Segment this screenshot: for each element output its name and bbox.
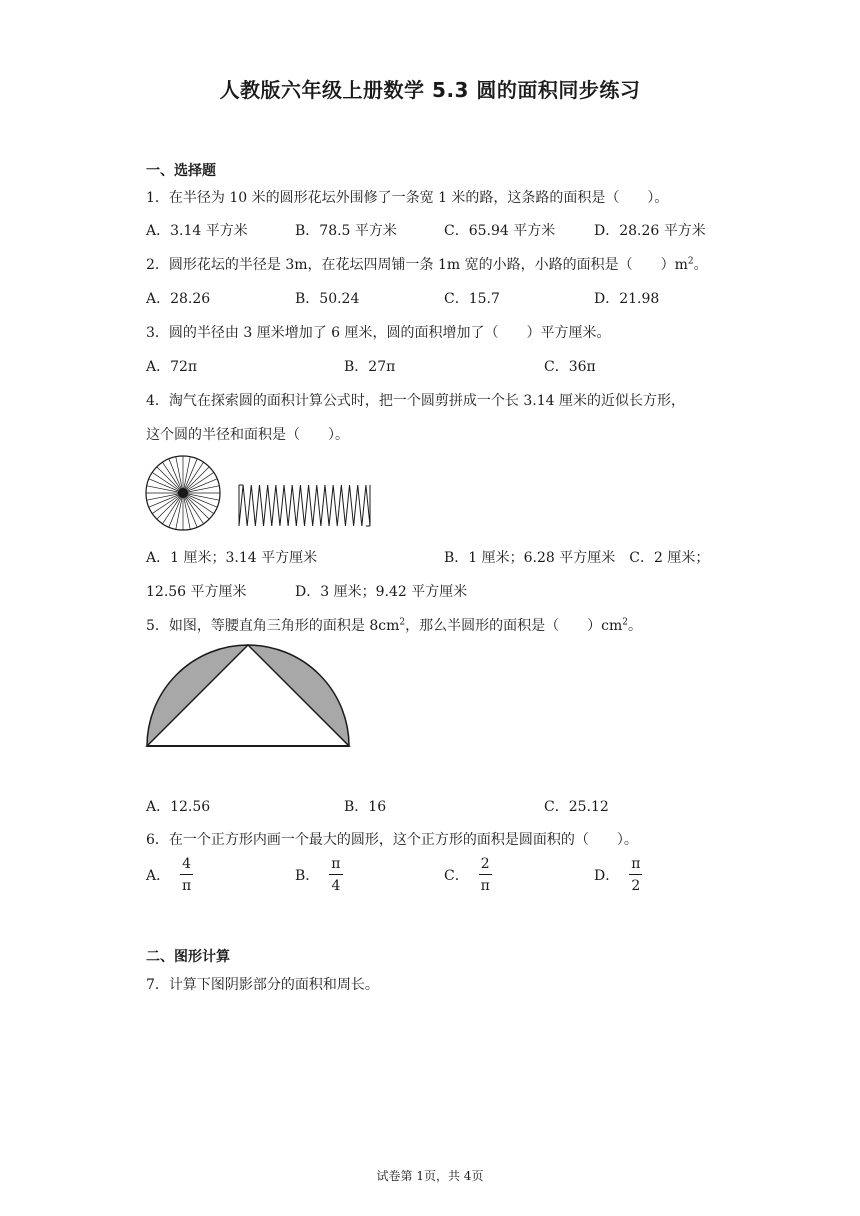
- q4-option-a: A．1 厘米；3.14 平方厘米: [146, 550, 318, 566]
- q4-option-c-cont: 12.56 平方厘米: [146, 584, 247, 600]
- q6-option-c-numerator: 2: [479, 856, 492, 875]
- q6-option-a-numerator: 4: [180, 856, 193, 875]
- q6-option-d: [594, 856, 642, 894]
- q5-option-c: C．25.12: [544, 799, 609, 815]
- question-5-text-c: 。: [627, 618, 642, 634]
- question-2-sup: 2: [687, 256, 694, 267]
- approx-rectangle: [239, 485, 370, 526]
- question-3: 3．圆的半径由 3 厘米增加了 6 厘米，圆的面积增加了（ ）平方厘米。: [146, 325, 611, 341]
- q4-option-b-c: B．1 厘米；6.28 平方厘米 C．2 厘米；: [444, 550, 710, 566]
- q5-option-a: A．12.56: [146, 799, 211, 815]
- q6-option-d-numerator: π: [629, 856, 642, 875]
- q3-option-c: C．36π: [544, 359, 596, 375]
- page-footer: 试卷第 1页，共 4页: [376, 1169, 484, 1183]
- q1-option-c: C．65.94 平方米: [444, 223, 556, 239]
- q2-option-b: B．50.24: [295, 291, 360, 307]
- q5-option-b: B．16: [344, 799, 387, 815]
- circle-center: [178, 488, 188, 498]
- q6-option-b-denominator: 4: [331, 878, 341, 894]
- question-1: 1．在半径为 10 米的圆形花坛外围修了一条宽 1 米的路，这条路的面积是（ ）。: [146, 190, 669, 206]
- question-5: [146, 615, 642, 635]
- section-heading-choice: 一、选择题: [146, 163, 216, 179]
- q6-option-a-label: A．: [146, 868, 171, 884]
- q2-option-d: D．21.98: [594, 291, 660, 307]
- question-2-tail: 。: [693, 257, 708, 273]
- q1-option-d: D．28.26 平方米: [594, 223, 706, 239]
- zigzag-line: [239, 485, 370, 526]
- sectored-circle: [146, 456, 220, 530]
- q6-option-a-denominator: π: [181, 878, 192, 894]
- q3-option-a: A．72π: [146, 359, 198, 375]
- question-4-line-2: 这个圆的半径和面积是（ ）。: [146, 427, 349, 443]
- question-5-sup-1: 2: [399, 617, 406, 628]
- q5-figure: [144, 642, 352, 750]
- q3-option-b: B．27π: [344, 359, 396, 375]
- q4-figure: [144, 454, 376, 532]
- question-6: 6．在一个正方形内画一个最大的圆形，这个正方形的面积是圆面积的（ ）。: [146, 832, 638, 848]
- question-5-text-a: 5．如图，等腰直角三角形的面积是 8cm: [146, 618, 400, 634]
- question-5-sup-2: 2: [622, 617, 628, 628]
- q6-option-d-denominator: 2: [631, 878, 641, 894]
- section-heading-figure-calc: 二、图形计算: [146, 949, 230, 965]
- q6-option-c-label: C．: [444, 868, 469, 884]
- q6-option-a: [146, 856, 193, 894]
- question-2-text: 2．圆形花坛的半径是 3m，在花坛四周铺一条 1m 宽的小路，小路的面积是（ ）m: [146, 257, 688, 273]
- q4-option-d: D．3 厘米；9.42 平方厘米: [295, 584, 468, 600]
- question-7: 7．计算下图阴影部分的面积和周长。: [146, 977, 379, 993]
- q1-option-a: A．3.14 平方米: [146, 223, 248, 239]
- question-4-line-1: 4．淘气在探索圆的面积计算公式时，把一个圆剪拼成一个长 3.14 厘米的近似长方形，: [146, 393, 685, 409]
- page-title: 人教版六年级上册数学 5.3 圆的面积同步练习: [219, 78, 641, 102]
- q1-option-b: B．78.5 平方米: [295, 223, 397, 239]
- q2-option-c: C．15.7: [444, 291, 500, 307]
- q2-option-a: A．28.26: [146, 291, 211, 307]
- q6-option-b: [295, 856, 343, 894]
- q6-option-d-label: D．: [594, 868, 620, 884]
- q6-option-b-numerator: π: [329, 856, 342, 875]
- question-5-text-b: ，那么半圆形的面积是（ ）cm: [405, 618, 623, 634]
- q6-option-c: [444, 856, 492, 894]
- q6-option-c-denominator: π: [480, 878, 490, 894]
- q6-option-b-label: B．: [295, 868, 320, 884]
- question-2: [146, 254, 708, 274]
